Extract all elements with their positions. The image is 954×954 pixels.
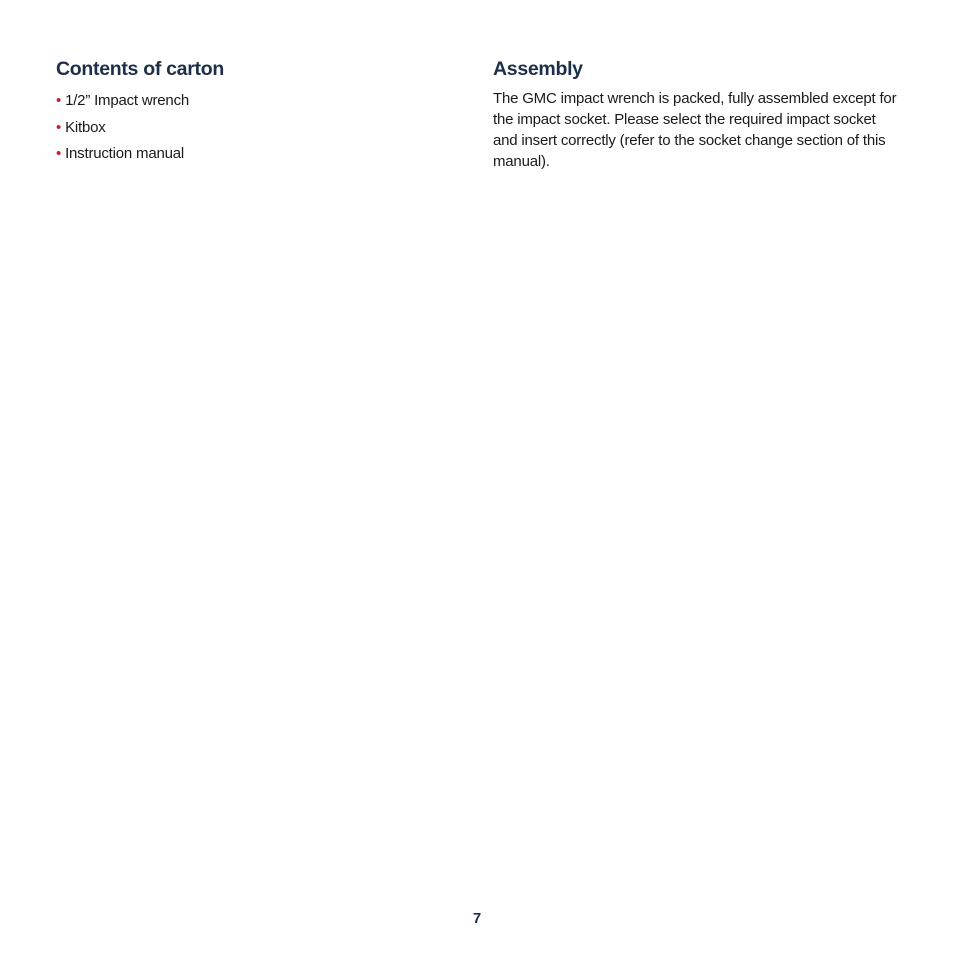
page-number: 7: [472, 910, 482, 927]
assembly-section: [493, 56, 903, 172]
bullet-icon: •: [56, 145, 62, 162]
contents-heading: Contents of carton: [56, 58, 224, 80]
bullet-icon: •: [56, 118, 62, 136]
contents-of-carton-section: [56, 56, 436, 168]
list-item: [56, 141, 436, 168]
list-item: [56, 88, 436, 115]
list-item: [56, 115, 436, 142]
assembly-heading: Assembly: [493, 58, 583, 80]
contents-list: [56, 88, 436, 168]
assembly-body-text: The GMC impact wrench is packed, fully assembled except for the impact socket. Please select the required impact socket and insert correctly (refer to the socket change section of this manual).: [493, 90, 897, 170]
bullet-icon: •: [56, 92, 62, 109]
list-item-label: 1/2” Impact wrench: [65, 92, 190, 109]
list-item-label: Instruction manual: [65, 145, 185, 162]
list-item-label: Kitbox: [65, 118, 106, 136]
